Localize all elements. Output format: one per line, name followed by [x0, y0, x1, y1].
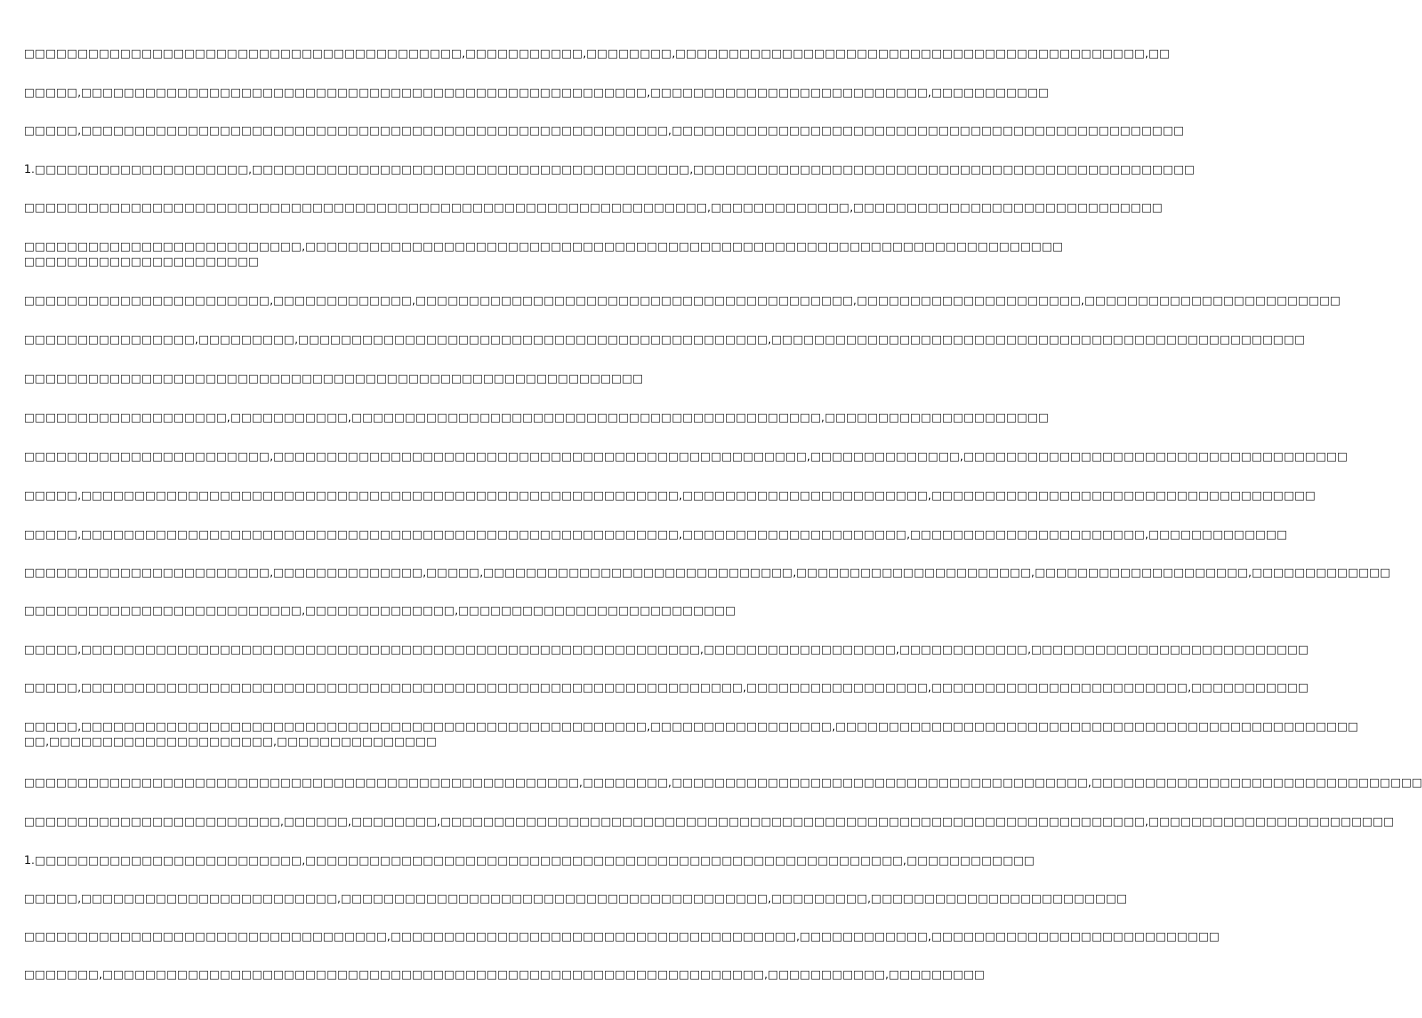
paragraph-21: 1.□□□□□□□□□□□□□□□□□□□□□□□□□,□□□□□□□□□□□□□□□□□□□□□□□□□□□□□□□□□□□□□□□□□□□□□□□□□□□□□□□□,□□□□□□□□□□□□ [24, 854, 1035, 867]
paragraph-17: □□□□□,□□□□□□□□□□□□□□□□□□□□□□□□□□□□□□□□□□□□□□□□□□□□□□□□□□□□□□□□□□□□□□,□□□□□□□□□□□□□□□□□,□□□□□□□□□□□□□□□□□□□□□□□□,□□□□□□□□□□□ [24, 681, 1309, 694]
paragraph-8: □□□□□□□□□□□□□□□□,□□□□□□□□□,□□□□□□□□□□□□□□□□□□□□□□□□□□□□□□□□□□□□□□□□□□□□,□□□□□□□□□□□□□□□□□□□□□□□□□□□□□□□□□□□□□□□□□□□□□□□□□□ [24, 333, 1305, 346]
paragraph-2: □□□□□,□□□□□□□□□□□□□□□□□□□□□□□□□□□□□□□□□□□□□□□□□□□□□□□□□□□□□,□□□□□□□□□□□□□□□□□□□□□□□□□□,□□□□□□□□□□□ [24, 86, 1049, 99]
paragraph-3: □□□□□,□□□□□□□□□□□□□□□□□□□□□□□□□□□□□□□□□□□□□□□□□□□□□□□□□□□□□□□,□□□□□□□□□□□□□□□□□□□□□□□□□□□□□□□□□□□□□□□□□□□□□□□□ [24, 124, 1184, 137]
paragraph-18: □□□□□,□□□□□□□□□□□□□□□□□□□□□□□□□□□□□□□□□□□□□□□□□□□□□□□□□□□□□,□□□□□□□□□□□□□□□□□,□□□□□□□□□□□□□□□□□□□□□□□□□□□□□□□□□□□□□□□□□□□□□□□□□ □□,□□□□□□□□□□□□□□□□□□□□□,□□□□□□□□□□□□□□□ [24, 720, 1359, 748]
paragraph-12: □□□□□,□□□□□□□□□□□□□□□□□□□□□□□□□□□□□□□□□□□□□□□□□□□□□□□□□□□□□□□□,□□□□□□□□□□□□□□□□□□□□□□□,□□□□□□□□□□□□□□□□□□□□□□□□□□□□□□□□□□□□ [24, 489, 1316, 502]
paragraph-1: □□□□□□□□□□□□□□□□□□□□□□□□□□□□□□□□□□□□□□□□□,□□□□□□□□□□□,□□□□□□□□,□□□□□□□□□□□□□□□□□□□□□□□□□□□□□□□□□□□□□□□□□□□□,□□ [24, 47, 1170, 60]
paragraph-24: □□□□□□□,□□□□□□□□□□□□□□□□□□□□□□□□□□□□□□□□□□□□□□□□□□□□□□□□□□□□□□□□□□□□□□,□□□□□□□□□□□,□□□□□□□□□ [24, 968, 985, 981]
paragraph-22: □□□□□,□□□□□□□□□□□□□□□□□□□□□□□□,□□□□□□□□□□□□□□□□□□□□□□□□□□□□□□□□□□□□□□□□,□□□□□□□□□,□□□□□□□□□□□□□□□□□□□□□□□□ [24, 892, 1128, 905]
paragraph-15: □□□□□□□□□□□□□□□□□□□□□□□□□□,□□□□□□□□□□□□□□,□□□□□□□□□□□□□□□□□□□□□□□□□□ [24, 604, 736, 617]
paragraph-14: □□□□□□□□□□□□□□□□□□□□□□□,□□□□□□□□□□□□□□,□□□□□,□□□□□□□□□□□□□□□□□□□□□□□□□□□□□,□□□□□□□□□□□□□□□□□□□□□□,□□□□□□□□□□□□□□□□□□□□,□□□□□□□□□□□□□ [24, 566, 1391, 579]
paragraph-10: □□□□□□□□□□□□□□□□□□□,□□□□□□□□□□□,□□□□□□□□□□□□□□□□□□□□□□□□□□□□□□□□□□□□□□□□□□□□,□□□□□□□□□□□□□□□□□□□□□ [24, 411, 1049, 424]
paragraph-7: □□□□□□□□□□□□□□□□□□□□□□□,□□□□□□□□□□□□□,□□□□□□□□□□□□□□□□□□□□□□□□□□□□□□□□□□□□□□□□□,□□□□□□□□□□□□□□□□□□□□□,□□□□□□□□□□□□□□□□□□□□□□□□ [24, 294, 1341, 307]
paragraph-16: □□□□□,□□□□□□□□□□□□□□□□□□□□□□□□□□□□□□□□□□□□□□□□□□□□□□□□□□□□□□□□□□,□□□□□□□□□□□□□□□□□□,□□□□□□□□□□□□,□□□□□□□□□□□□□□□□□□□□□□□□□□ [24, 643, 1309, 656]
paragraph-23: □□□□□□□□□□□□□□□□□□□□□□□□□□□□□□□□□□,□□□□□□□□□□□□□□□□□□□□□□□□□□□□□□□□□□□□□□,□□□□□□□□□□□□,□□□□□□□□□□□□□□□□□□□□□□□□□□□ [24, 930, 1220, 943]
paragraph-5: □□□□□□□□□□□□□□□□□□□□□□□□□□□□□□□□□□□□□□□□□□□□□□□□□□□□□□□□□□□□□□□□,□□□□□□□□□□□□□,□□□□□□□□□□□□□□□□□□□□□□□□□□□□□ [24, 201, 1163, 214]
paragraph-20: □□□□□□□□□□□□□□□□□□□□□□□□,□□□□□□,□□□□□□□□,□□□□□□□□□□□□□□□□□□□□□□□□□□□□□□□□□□□□□□□□□□□□□□□□□□□□□□□□□□□□□□□□□□,□□□□□□□□□□□□□□□□□□□□□□□ [24, 815, 1394, 828]
paragraph-9: □□□□□□□□□□□□□□□□□□□□□□□□□□□□□□□□□□□□□□□□□□□□□□□□□□□□□□□□□□ [24, 372, 644, 385]
paragraph-19: □□□□□□□□□□□□□□□□□□□□□□□□□□□□□□□□□□□□□□□□□□□□□□□□□□□□,□□□□□□□□,□□□□□□□□□□□□□□□□□□□□□□□□□□□□□□□□□□□□□□□,□□□□□□□□□□□□□□□□□□□□□□□□□□□□□□□ [24, 776, 1422, 789]
paragraph-6: □□□□□□□□□□□□□□□□□□□□□□□□□□,□□□□□□□□□□□□□□□□□□□□□□□□□□□□□□□□□□□□□□□□□□□□□□□□□□□□□□□□□□□□□□□□□□□□□□□ □□□□□□□□□□□□□□□□□□□□□□ [24, 240, 1063, 268]
paragraph-4: 1.□□□□□□□□□□□□□□□□□□□□,□□□□□□□□□□□□□□□□□□□□□□□□□□□□□□□□□□□□□□□□□,□□□□□□□□□□□□□□□□□□□□□□□□□□□□□□□□□□□□□□□□□□□□□□□ [24, 163, 1195, 176]
paragraph-11: □□□□□□□□□□□□□□□□□□□□□□□,□□□□□□□□□□□□□□□□□□□□□□□□□□□□□□□□□□□□□□□□□□□□□□□□□□,□□□□□□□□□□□□□□,□□□□□□□□□□□□□□□□□□□□□□□□□□□□□□□□□□□□ [24, 450, 1348, 463]
paragraph-13: □□□□□,□□□□□□□□□□□□□□□□□□□□□□□□□□□□□□□□□□□□□□□□□□□□□□□□□□□□□□□□,□□□□□□□□□□□□□□□□□□□□□,□□□□□□□□□□□□□□□□□□□□□□,□□□□□□□□□□□□□ [24, 528, 1288, 541]
